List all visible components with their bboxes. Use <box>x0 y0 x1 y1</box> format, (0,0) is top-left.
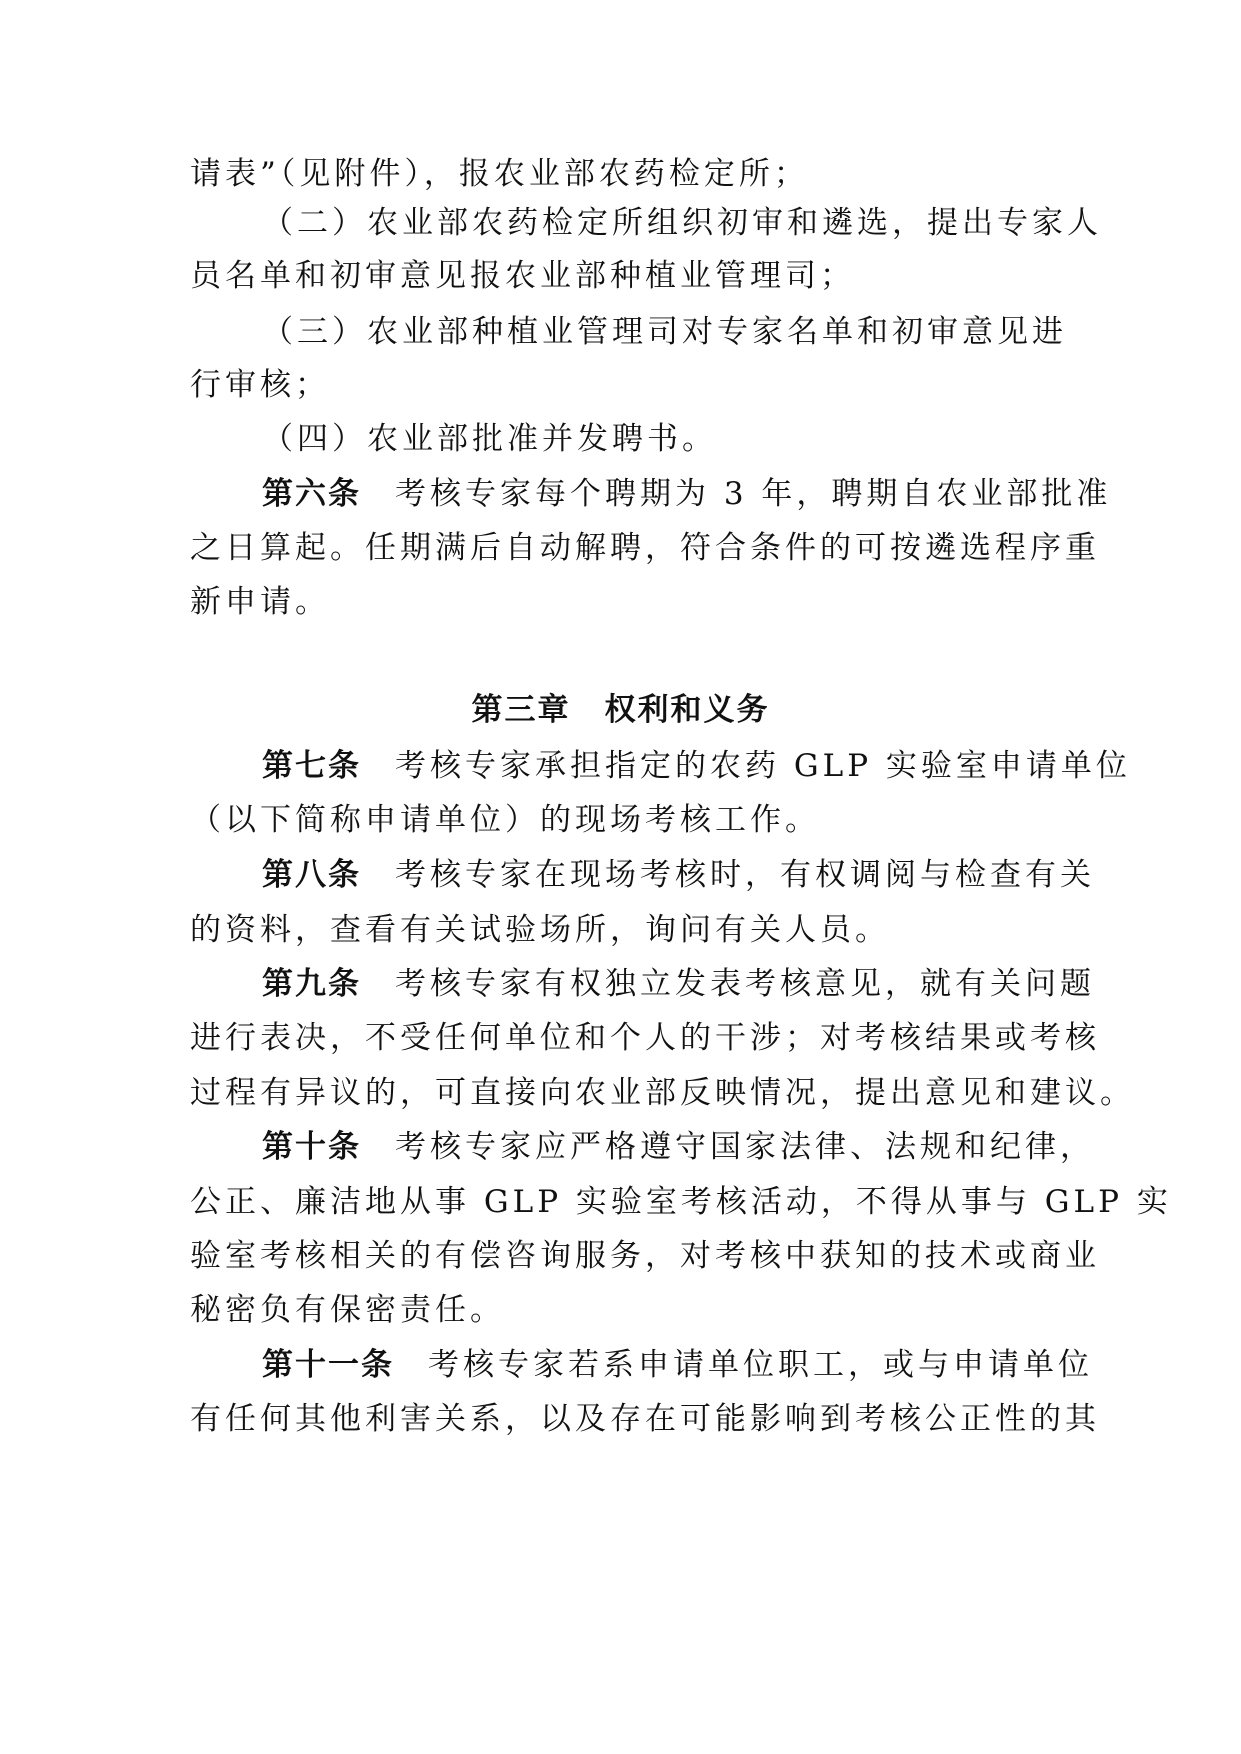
text-line: 的资料，查看有关试验场所，询问有关人员。 <box>190 912 890 948</box>
article-6-line <box>262 474 1111 514</box>
procedure-item-3: （三）农业部种植业管理司对专家名单和初审意见进 <box>262 314 1067 350</box>
procedure-item-4: （四）农业部批准并发聘书。 <box>262 421 717 457</box>
article-6-text: 考核专家每个聘期为 3 年，聘期自农业部批准 <box>395 476 1112 512</box>
text-line: 过程有异议的，可直接向农业部反映情况，提出意见和建议。 <box>190 1075 1135 1111</box>
article-6-label: 第六条 <box>262 476 361 512</box>
article-9-text: 考核专家有权独立发表考核意见，就有关问题 <box>395 966 1095 1002</box>
text-line: 有任何其他利害关系，以及存在可能影响到考核公正性的其 <box>190 1401 1100 1437</box>
text-line: 秘密负有保密责任。 <box>190 1292 505 1328</box>
chapter-heading <box>0 690 1241 730</box>
text-line: 公正、廉洁地从事 GLP 实验室考核活动，不得从事与 GLP 实 <box>190 1184 1172 1220</box>
article-10-text: 考核专家应严格遵守国家法律、法规和纪律， <box>395 1129 1095 1165</box>
article-10-label: 第十条 <box>262 1129 361 1165</box>
text-line: 员名单和初审意见报农业部种植业管理司； <box>190 258 855 294</box>
article-7-text: 考核专家承担指定的农药 GLP 实验室申请单位 <box>395 748 1131 784</box>
article-9-label: 第九条 <box>262 966 361 1002</box>
article-8-line <box>262 855 1095 895</box>
article-7-label: 第七条 <box>262 748 361 784</box>
chapter-title: 权利和义务 <box>604 692 770 728</box>
article-11-label: 第十一条 <box>262 1347 394 1383</box>
text-line: 验室考核相关的有偿咨询服务，对考核中获知的技术或商业 <box>190 1238 1100 1274</box>
text-line: 新申请。 <box>190 584 330 620</box>
article-11-line <box>262 1345 1093 1385</box>
chapter-number: 第三章 <box>471 692 571 728</box>
text-line: （以下简称申请单位）的现场考核工作。 <box>190 802 820 838</box>
text-line: 行审核； <box>190 367 330 403</box>
article-8-text: 考核专家在现场考核时，有权调阅与检查有关 <box>395 857 1095 893</box>
article-11-text: 考核专家若系申请单位职工，或与申请单位 <box>428 1347 1093 1383</box>
text-line: 之日算起。任期满后自动解聘，符合条件的可按遴选程序重 <box>190 530 1100 566</box>
article-8-label: 第八条 <box>262 857 361 893</box>
text-line: 请表”（见附件），报农业部农药检定所； <box>190 156 809 192</box>
procedure-item-2: （二）农业部农药检定所组织初审和遴选，提出专家人 <box>262 205 1102 241</box>
text-line: 进行表决，不受任何单位和个人的干涉；对考核结果或考核 <box>190 1020 1100 1056</box>
article-7-line <box>262 746 1131 786</box>
article-10-line <box>262 1127 1095 1167</box>
article-9-line <box>262 964 1095 1004</box>
